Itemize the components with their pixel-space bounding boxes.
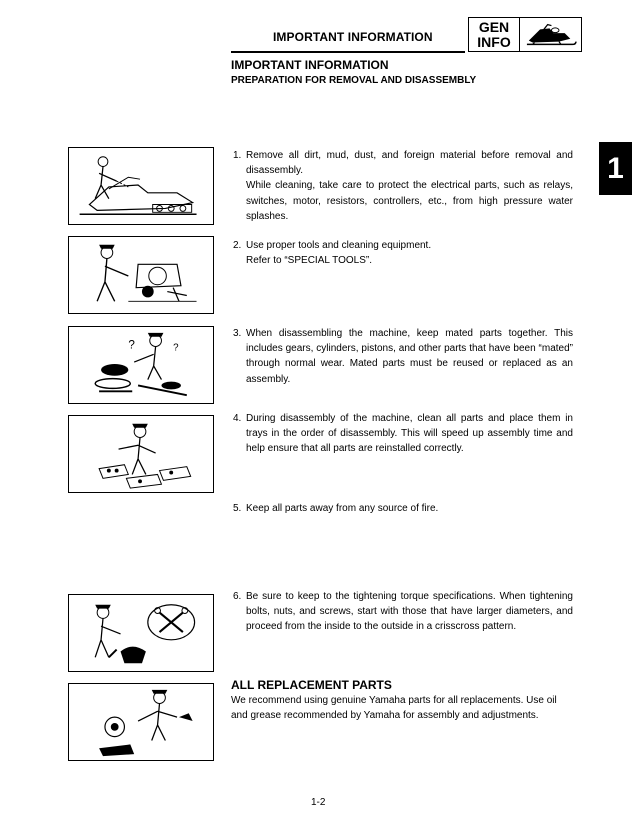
step-number: 5.	[233, 503, 242, 514]
list-item	[233, 148, 573, 224]
step-number: 3.	[233, 328, 242, 339]
illustration-torque	[68, 594, 214, 672]
section-subtitle: PREPARATION FOR REMOVAL AND DISASSEMBLY	[231, 75, 477, 86]
illustration-replacement	[68, 683, 214, 761]
step-text: When disassembling the machine, keep mated parts together. This includes gears, cylinders, pistons, and other parts that have been “mated” through normal wear. Mated parts must be reused or replaced as an assembly.	[246, 328, 573, 385]
badge-line-1: GEN	[478, 18, 510, 35]
svg-text:?: ?	[173, 342, 179, 354]
badge-line-2: INFO	[477, 33, 511, 50]
header-rule	[231, 51, 465, 53]
illustration-cleaning	[68, 147, 214, 225]
step-number: 1.	[233, 150, 242, 161]
step-text: Refer to “SPECIAL TOOLS”.	[246, 255, 372, 267]
list-item	[233, 326, 573, 387]
replacement-text: We recommend using genuine Yamaha parts for all replacements. Use oil and grease recommended by Yamaha for assembly and adjustments.	[231, 695, 557, 722]
section-badge	[468, 17, 520, 52]
chapter-tab: 1	[599, 142, 632, 195]
section-title: IMPORTANT INFORMATION	[231, 58, 389, 72]
step-number: 2.	[233, 240, 242, 251]
snowmobile-icon	[520, 17, 582, 52]
illustration-tools	[68, 236, 214, 314]
step-text: Keep all parts away from any source of fire.	[246, 503, 439, 514]
illustration-trays	[68, 415, 214, 493]
replacement-title: ALL REPLACEMENT PARTS	[231, 678, 392, 692]
list-item	[233, 501, 573, 516]
step-number: 6.	[233, 591, 242, 602]
list-item	[233, 589, 573, 635]
list-item	[233, 411, 573, 457]
step-text: While cleaning, take care to protect the electrical parts, such as relays, switches, motor, resistors, controllers, etc., from high pressure water splashes.	[246, 180, 573, 222]
illustration-mated-parts	[68, 326, 214, 404]
header-title: IMPORTANT INFORMATION	[273, 30, 433, 44]
step-text: Remove all dirt, mud, dust, and foreign material before removal and disassembly.	[246, 150, 573, 177]
step-text: During disassembly of the machine, clean all parts and place them in trays in the order of disassembly. This will speed up assembly time and help ensure that all parts are reinstalled correctly.	[246, 413, 573, 455]
step-text: Be sure to keep to the tightening torque specifications. When tightening bolts, nuts, and screws, start with those that have larger diameters, and proceed from the inside to the outside in a crisscross pattern.	[246, 591, 573, 633]
step-text: Use proper tools and cleaning equipment.	[246, 240, 432, 251]
list-item	[233, 238, 573, 268]
step-number: 4.	[233, 413, 242, 424]
svg-text:?: ?	[128, 338, 135, 352]
page-number: 1-2	[311, 797, 326, 808]
